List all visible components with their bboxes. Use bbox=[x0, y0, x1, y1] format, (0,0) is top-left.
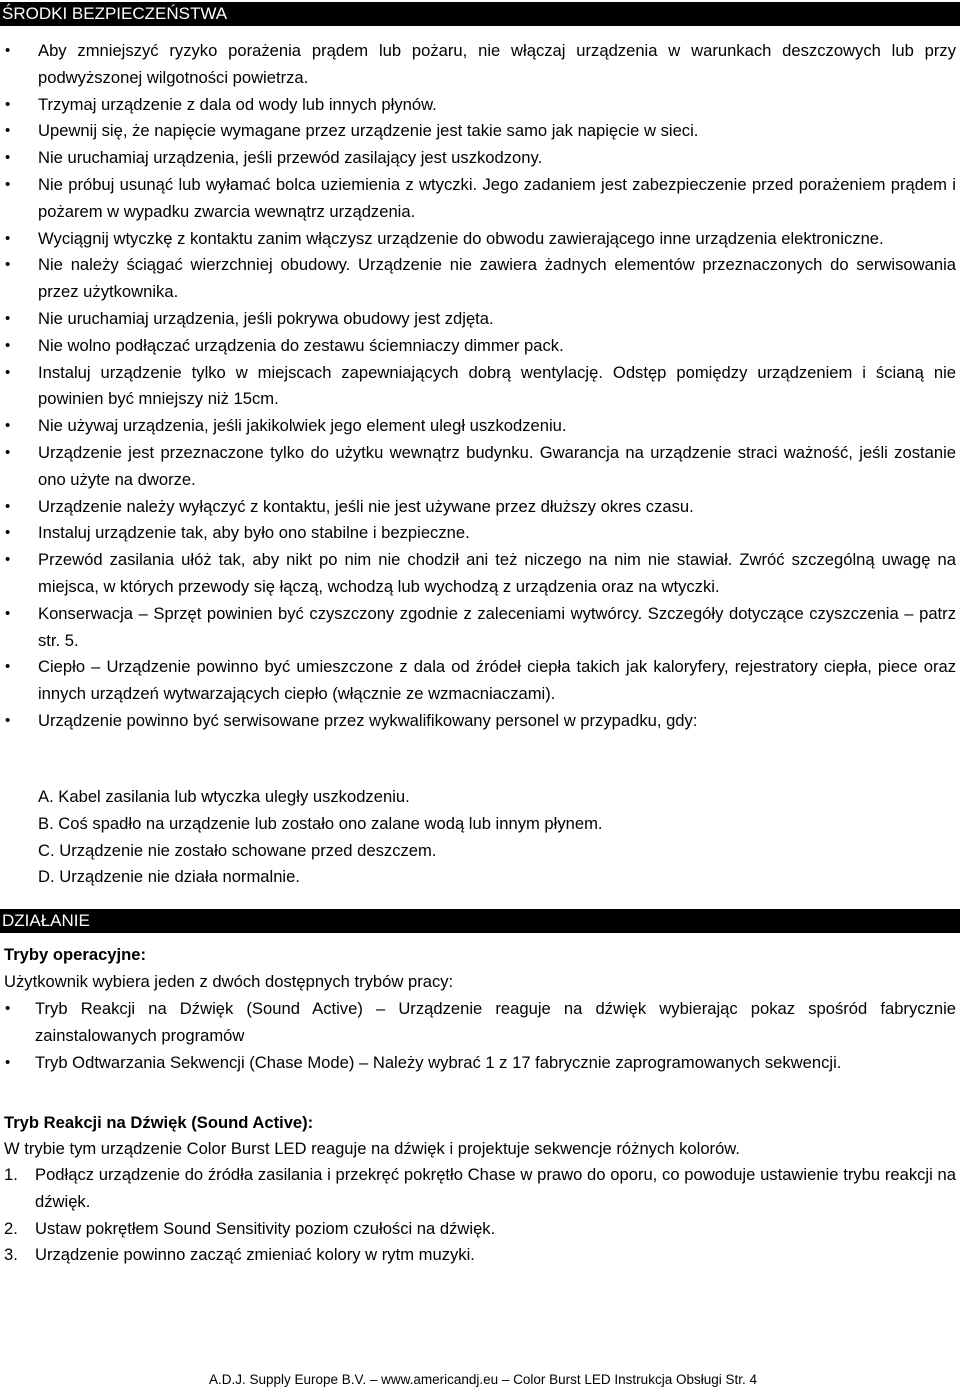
section-header-safety: ŚRODKI BEZPIECZEŃSTWA bbox=[0, 2, 960, 26]
mode-item: • Tryb Reakcji na Dźwięk (Sound Active) – Urządzenie reaguje na dźwięk wybierając pokaz spośród fabrycznie zainstalowanych programów bbox=[0, 996, 956, 1050]
modes-title: Tryby operacyjne: bbox=[4, 945, 147, 964]
step-item bbox=[0, 1242, 956, 1269]
list-item: • Wyciągnij wtyczkę z kontaktu zanim włączysz urządzenie do obwodu zawierającego inne urządzenia elektroniczne. bbox=[0, 226, 956, 253]
step-number: 1. bbox=[4, 1165, 18, 1184]
page-footer: A.D.J. Supply Europe B.V. – www.americandj.eu – Color Burst LED Instrukcja Obsługi Str. 4 bbox=[208, 1372, 757, 1387]
case-item: B. Coś spadło na urządzenie lub zostało ono zalane wodą lub innym płynem. bbox=[38, 813, 603, 833]
list-item: • Nie uruchamiaj urządzenia, jeśli pokrywa obudowy jest zdjęta. bbox=[0, 306, 956, 333]
steps-list bbox=[0, 1162, 956, 1269]
sound-active-intro: W trybie tym urządzenie Color Burst LED reaguje na dźwięk i projektuje sekwencje różnych kolorów. bbox=[4, 1139, 740, 1158]
step-item bbox=[0, 1216, 956, 1243]
step-item bbox=[0, 1162, 956, 1216]
list-item: • Urządzenie należy wyłączyć z kontaktu, jeśli nie jest używane przez dłuższy okres czasu. bbox=[0, 494, 956, 521]
list-item: • Nie próbuj usunąć lub wyłamać bolca uziemienia z wtyczki. Jego zadaniem jest zabezpieczenie przed porażeniem prądem i pożarem w wypadku zwarcia wewnątrz urządzenia. bbox=[0, 172, 956, 226]
list-item: • Ciepło – Urządzenie powinno być umieszczone z dala od źródeł ciepła takich jak kaloryfery, rejestratory ciepła, piece oraz innych urządzeń wytwarzających ciepło (włącznie ze wzmacniaczami). bbox=[0, 654, 956, 708]
list-item: • Nie wolno podłączać urządzenia do zestawu ściemniaczy dimmer pack. bbox=[0, 333, 956, 360]
list-item: • Instaluj urządzenie tylko w miejscach zapewniających dobrą wentylację. Odstęp pomiędzy urządzeniem i ścianą nie powinien być mniejszy niż 15cm. bbox=[0, 360, 956, 414]
list-item: • Konserwacja – Sprzęt powinien być czyszczony zgodnie z zaleceniami wytwórcy. Szczegóły dotyczące czyszczenia – patrz str. 5. bbox=[0, 601, 956, 655]
list-item: • Nie uruchamiaj urządzenia, jeśli przewód zasilający jest uszkodzony. bbox=[0, 145, 956, 172]
list-item: • Instaluj urządzenie tak, aby było ono stabilne i bezpieczne. bbox=[0, 520, 956, 547]
case-item: C. Urządzenie nie zostało schowane przed deszczem. bbox=[38, 840, 437, 860]
step-number: 3. bbox=[4, 1245, 18, 1265]
list-item: • Przewód zasilania ułóż tak, aby nikt po nim nie chodził ani też niczego na nim nie stawiał. Zwróć szczególną uwagę na miejsca, w których przewody się łączą, wchodzą lub wychodzą z urządzenia oraz na wtyczki. bbox=[0, 547, 956, 601]
list-item: • Trzymaj urządzenie z dala od wody lub innych płynów. bbox=[0, 92, 956, 119]
list-item: • Aby zmniejszyć ryzyko porażenia prądem lub pożaru, nie włączaj urządzenia w warunkach deszczowych lub przy podwyższonej wilgotności powietrza. bbox=[0, 38, 956, 92]
mode-item: • Tryb Odtwarzania Sekwencji (Chase Mode) – Należy wybrać 1 z 17 fabrycznie zaprogramowanych sekwencji. bbox=[0, 1050, 956, 1077]
sound-active-title: Tryb Reakcji na Dźwięk (Sound Active): bbox=[4, 1113, 314, 1132]
service-cases-list bbox=[0, 784, 603, 891]
list-item: • Urządzenie jest przeznaczone tylko do użytku wewnątrz budynku. Gwarancja na urządzenie straci ważność, jeśli zostanie ono użyte na dworze. bbox=[0, 440, 956, 494]
list-item: • Nie należy ściągać wierzchniej obudowy. Urządzenie nie zawiera żadnych elementów przeznaczonych do serwisowania przez użytkownika. bbox=[0, 252, 956, 306]
step-text: Ustaw pokrętłem Sound Sensitivity poziom czułości na dźwięk. bbox=[35, 1218, 496, 1238]
list-item: • Urządzenie powinno być serwisowane przez wykwalifikowany personel w przypadku, gdy: bbox=[0, 708, 956, 735]
step-text: Podłącz urządzenie do źródła zasilania i przekręć pokrętło Chase w prawo do oporu, co powoduje ustawienie trybu reakcji na dźwięk. bbox=[35, 1165, 956, 1211]
step-text: Urządzenie powinno zacząć zmieniać kolory w rytm muzyki. bbox=[35, 1245, 475, 1265]
safety-list bbox=[0, 38, 956, 735]
list-item: • Nie używaj urządzenia, jeśli jakikolwiek jego element uległ uszkodzeniu. bbox=[0, 413, 956, 440]
step-number: 2. bbox=[4, 1218, 18, 1238]
modes-list bbox=[0, 996, 956, 1076]
case-item: A. Kabel zasilania lub wtyczka uległy uszkodzeniu. bbox=[38, 787, 410, 806]
list-item: • Upewnij się, że napięcie wymagane przez urządzenie jest takie samo jak napięcie w sieci. bbox=[0, 118, 956, 145]
case-item: D. Urządzenie nie działa normalnie. bbox=[38, 867, 300, 887]
section-header-operation: DZIAŁANIE bbox=[0, 909, 960, 933]
modes-intro: Użytkownik wybiera jeden z dwóch dostępnych trybów pracy: bbox=[4, 972, 454, 991]
